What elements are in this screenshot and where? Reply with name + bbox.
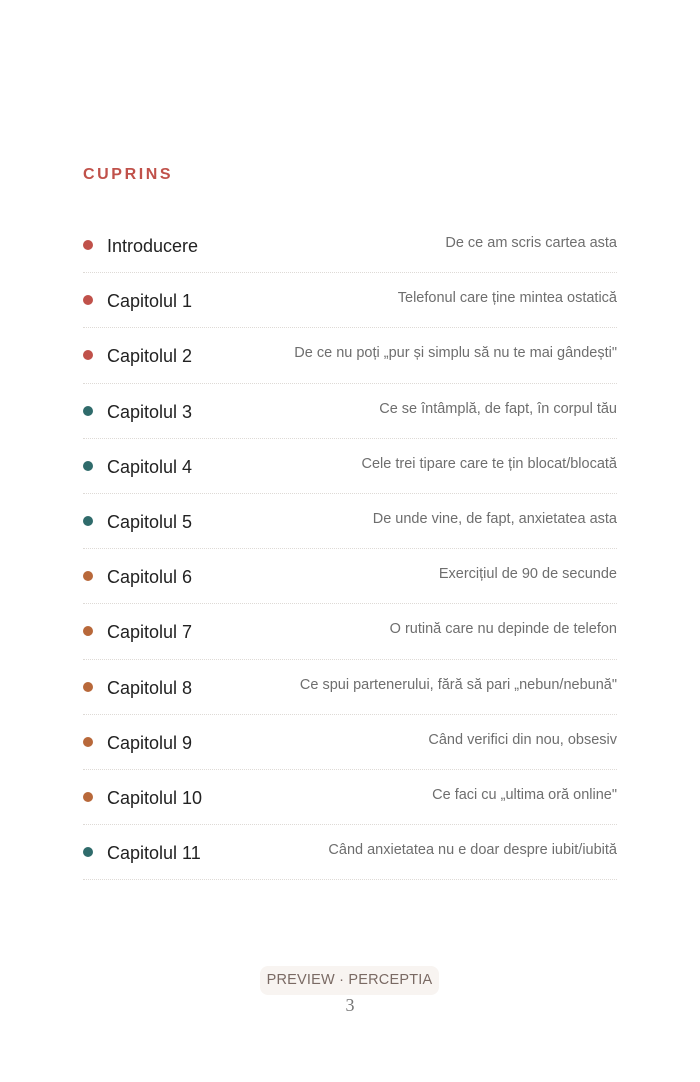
toc-entry-description: Exercițiul de 90 de secunde [438, 566, 617, 583]
toc-entry-label: Introducere [107, 236, 199, 256]
toc-entry-label: Capitolul 9 [107, 732, 193, 753]
toc-entry-label: Capitolul 10 [107, 787, 203, 808]
toc-entry[interactable] [83, 273, 617, 328]
toc-entry-description: De ce am scris cartea asta [445, 235, 617, 251]
toc-entry-label: Capitolul 1 [107, 291, 193, 312]
preview-badge: PREVIEW · PERCEPTIA [260, 966, 439, 995]
toc-entry-label: Capitolul 2 [107, 346, 193, 367]
toc-entry-label: Capitolul 8 [107, 677, 193, 698]
toc-entry-label: Capitolul 3 [107, 401, 193, 422]
page-number: 3 [345, 995, 355, 1015]
toc-entry-label: Capitolul 11 [107, 843, 201, 864]
toc-entry-description: Ce faci cu „ultima oră online" [432, 786, 617, 803]
bullet-dot-icon [83, 682, 93, 692]
toc-entry-description: De unde vine, de fapt, anxietatea asta [372, 510, 617, 527]
bullet-dot-icon [83, 571, 93, 581]
bullet-dot-icon [83, 350, 93, 360]
bullet-dot-icon [83, 847, 93, 857]
toc-heading: CUPRINS [83, 166, 174, 183]
toc-entry-label: Capitolul 6 [107, 567, 193, 588]
toc-entry-label: Capitolul 5 [107, 511, 193, 532]
toc-entry[interactable] [83, 660, 617, 715]
bullet-dot-icon [83, 406, 93, 416]
toc-entry[interactable] [83, 218, 617, 273]
toc-entry-description: Ce spui partenerului, fără să pari „nebun/nebună" [299, 676, 617, 693]
toc-entry[interactable] [83, 439, 617, 494]
toc-entry[interactable] [83, 604, 617, 659]
bullet-dot-icon [83, 240, 93, 250]
toc-entry[interactable] [83, 384, 617, 439]
bullet-dot-icon [83, 737, 93, 747]
toc-entry[interactable] [83, 770, 617, 825]
bullet-dot-icon [83, 295, 93, 305]
toc-entry-description: Cele trei tipare care te țin blocat/blocată [361, 455, 617, 472]
toc-entry-description: Când verifici din nou, obsesiv [428, 731, 617, 748]
toc-entry[interactable] [83, 494, 617, 549]
toc-entry-description: De ce nu poți „pur și simplu să nu te mai gândești" [294, 345, 617, 362]
toc-entry[interactable] [83, 328, 617, 383]
toc-entry-description: Telefonul care ține mintea ostatică [397, 290, 617, 307]
toc-entry-description: Când anxietatea nu e doar despre iubit/iubită [328, 842, 617, 859]
bullet-dot-icon [83, 626, 93, 636]
toc-entry[interactable] [83, 825, 617, 880]
toc-entry-description: O rutină care nu depinde de telefon [389, 621, 617, 638]
toc-entry-label: Capitolul 4 [107, 456, 193, 477]
toc-list [83, 218, 617, 880]
toc-entry-description: Ce se întâmplă, de fapt, în corpul tău [379, 400, 617, 417]
toc-entry[interactable] [83, 549, 617, 604]
toc-entry[interactable] [83, 715, 617, 770]
bullet-dot-icon [83, 461, 93, 471]
bullet-dot-icon [83, 792, 93, 802]
bullet-dot-icon [83, 516, 93, 526]
toc-entry-label: Capitolul 7 [107, 622, 193, 643]
